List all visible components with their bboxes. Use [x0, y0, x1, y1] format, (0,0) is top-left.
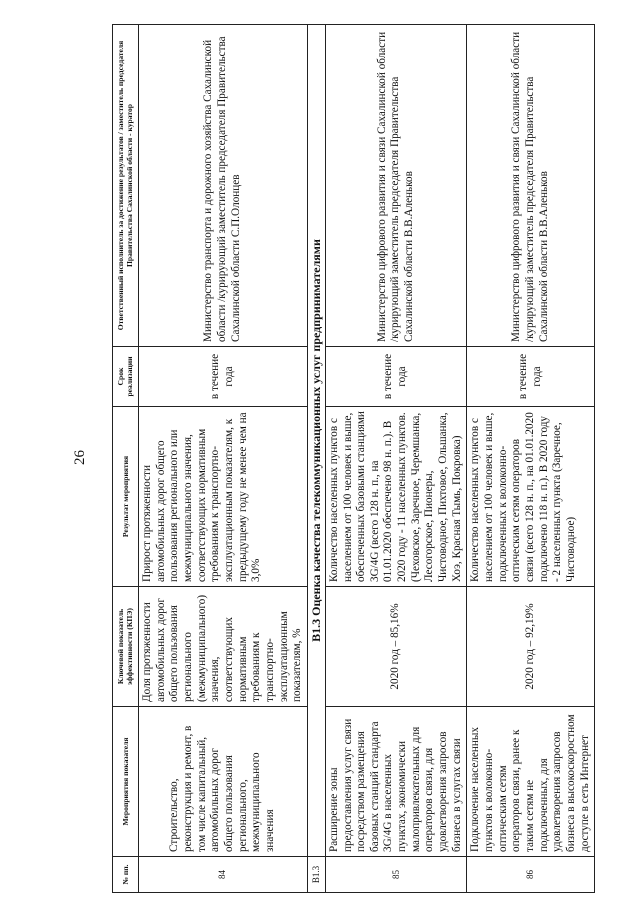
result-cell: Количество населенных пунктов с населением от 100 человек и выше, обеспеченных базовыми станциями 3G/4G (всего 128 н. п., на 01.01.2020 обеспечено 98 н. п.). В 2020 году - 11 населенных пунктов. (Чеховское, Заречное, Черемшанка, Лесогорское, Пионеры, Чистоводное, Пихтовое, Ольшанка, Хоэ, Красная Тымь, Покровка) — [325, 407, 467, 587]
section-title: В1.3 Оценка качества телекоммуникационных услуг предпринимателями — [307, 25, 325, 857]
result-cell: Прирост протяженности автомобильных дорог общего пользования регионального или межмуниципального значения, соответствующих нормативным требованиям к транспортно-эксплуатационным показателям, к предыдущему году не менее чем на 3,0% — [138, 407, 307, 587]
header-num: № пп. — [113, 857, 139, 893]
table-row — [467, 25, 595, 893]
row-number: 85 — [325, 857, 467, 893]
term-cell: в течение года — [467, 347, 595, 407]
measures-table — [112, 24, 595, 893]
header-kpi: Ключевой показатель эффективности (КПЭ) — [113, 587, 139, 707]
term-cell: в течение года — [325, 347, 467, 407]
kpi-cell: Доля протяженности автомобильных дорог общего пользования регионального (межмуниципального) значения, соответствующих нормативным требованиям к транспортно-эксплуатационным показателям, % — [138, 587, 307, 707]
section-id: В1.3 — [307, 857, 325, 893]
section-row — [307, 25, 325, 893]
kpi-cell: 2020 год – 85,16% — [325, 587, 467, 707]
activity-cell: Расширение зоны предоставления услуг связи посредством размещения базовых станций стандарта 3G/4G в населенных пунктах, экономически малопривлекательных для операторов связи, для удовлетворения запросов бизнеса в услугах связи — [325, 707, 467, 857]
header-term: Срок реализации — [113, 347, 139, 407]
header-result: Результат мероприятия — [113, 407, 139, 587]
page-number: 26 — [72, 450, 88, 465]
activity-cell: Строительство, реконструкция и ремонт, в том числе капитальный, автомобильных дорог общего пользования регионального, межмуниципального значения — [138, 707, 307, 857]
table-row — [138, 25, 307, 893]
activity-cell: Подключение населенных пунктов к волоконно-оптическим сетям операторов связи, ранее к таким сетям не подключенных, для удовлетворения запросов бизнеса в высокоскоростном доступе в сеть Интернет — [467, 707, 595, 857]
table-header-row — [113, 25, 139, 893]
responsible-cell: Министерство транспорта и дорожного хозяйства Сахалинской области /курирующий заместитель председателя Правительства Сахалинской области С.П.Олонцев — [138, 25, 307, 347]
kpi-cell: 2020 год – 92,19% — [467, 587, 595, 707]
responsible-cell: Министерство цифрового развития и связи Сахалинской области /курирующий заместитель председателя Правительства Сахалинской области В.В.Аленьков — [467, 25, 595, 347]
row-number: 84 — [138, 857, 307, 893]
row-number: 86 — [467, 857, 595, 893]
result-cell: Количество населенных пунктов с населением от 100 человек и выше, подключенных к волоконно-оптическим сетям операторов связи (всего 128 н. п., на 01.01.2020 подключено 118 н. п.). В 2020 году - 2 населенных пункта (Заречное, Чистоводное) — [467, 407, 595, 587]
header-responsible: Ответственный исполнитель за достижение результатов / заместитель председателя Правительства Сахалинской области - куратор — [113, 25, 139, 347]
term-cell: в течение года — [138, 347, 307, 407]
responsible-cell: Министерство цифрового развития и связи Сахалинской области /курирующий заместитель председателя Правительства Сахалинской области В.В.Аленьков — [325, 25, 467, 347]
header-activity: Мероприятия показателя — [113, 707, 139, 857]
table-row — [325, 25, 467, 893]
